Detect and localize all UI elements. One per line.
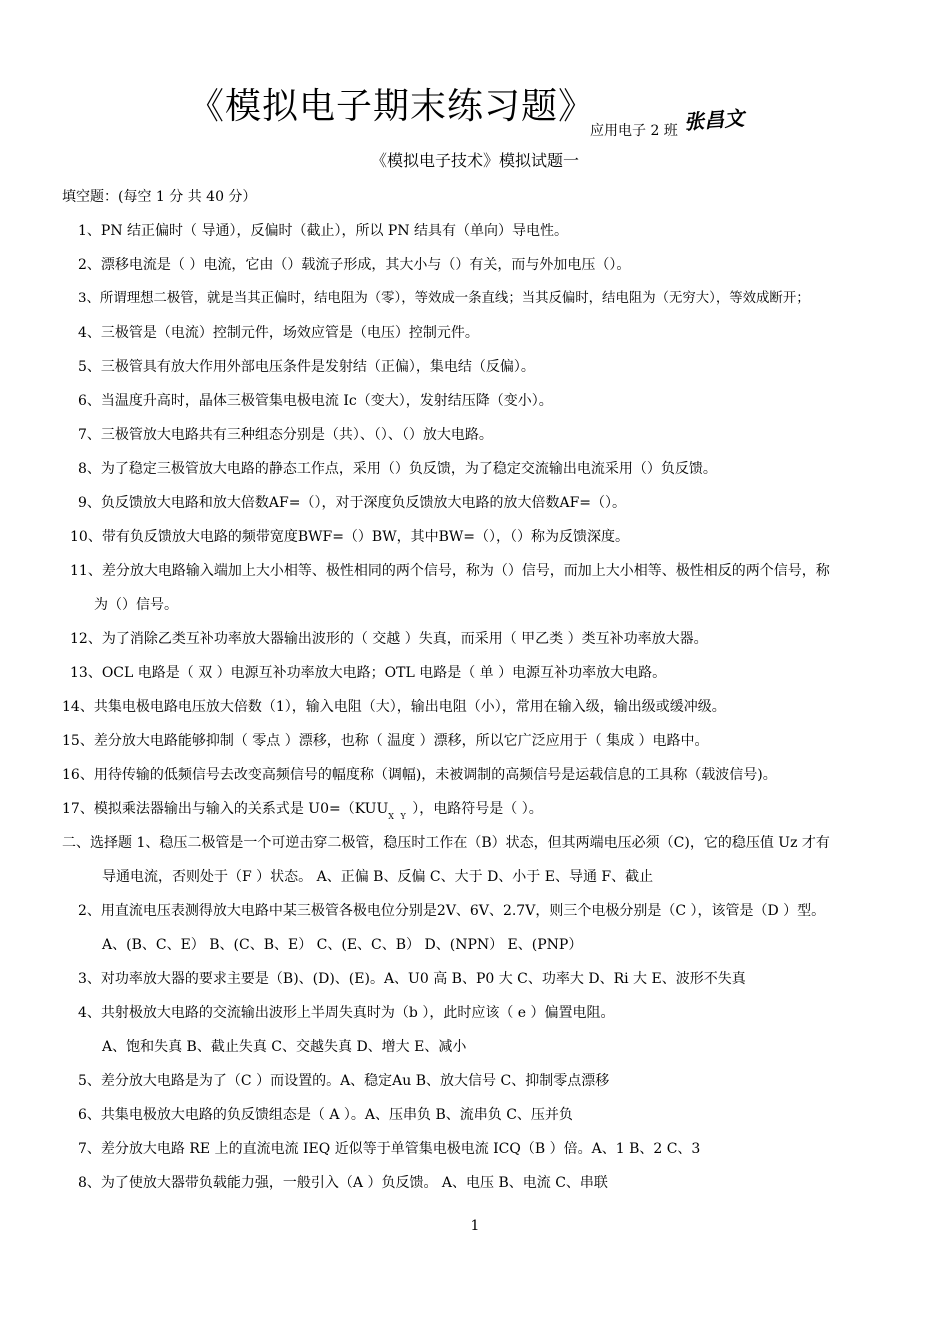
choice-item: 2、用直流电压表测得放大电路中某三极管各极电位分别是2V、6V、2.7V，则三个电极分别是（C ），该管是（D ）型。 <box>78 903 826 919</box>
fill-item: 5、三极管具有放大作用外部电压条件是发射结（正偏），集电结（反偏）。 <box>78 359 535 375</box>
choice-item: 3、对功率放大器的要求主要是（B)、(D)、(E)。A、U0 高 B、P0 大 C、功率大 D、Ri 大 E、波形不失真 <box>78 971 746 987</box>
choice-item: 二、选择题 1、稳压二极管是一个可逆击穿二极管，稳压时工作在（B）状态，但其两端电压必须（C)，它的稳压值 Uz 才有 <box>62 835 830 851</box>
fill-item: 13、OCL 电路是（ 双 ）电源互补功率放大电路；OTL 电路是（ 单 ）电源互补功率放大电路。 <box>70 665 667 681</box>
exam-subtitle: 《模拟电子技术》模拟试题一 <box>370 151 579 170</box>
fill-item: 12、为了消除乙类互补功率放大器输出波形的（ 交越 ）失真，而采用（ 甲乙类 ）类互补功率放大器。 <box>70 631 708 647</box>
choice-item-continuation: 导通电流，否则处于（F ）状态。 A、正偏 B、反偏 C、大于 D、小于 E、导通 F、截止 <box>102 869 654 885</box>
fill-item: 7、三极管放大电路共有三种组态分别是（共）、（）、（）放大电路。 <box>78 427 493 443</box>
choice-item: 5、差分放大电路是为了（C ）而设置的。A、稳定Au B、放大信号 C、抑制零点漂移 <box>78 1073 610 1089</box>
fill-item: 1、PN 结正偏时（ 导通），反偏时（截止），所以 PN 结具有（单向）导电性。 <box>78 223 569 239</box>
choice-options: A、饱和失真 B、截止失真 C、交越失真 D、增大 E、减小 <box>102 1039 467 1055</box>
fill-item: 6、当温度升高时，晶体三极管集电极电流 Ic（变大），发射结压降（变小）。 <box>78 393 553 409</box>
document-title: 《模拟电子期末练习题》 <box>188 86 596 127</box>
fill-item: 16、用待传输的低频信号去改变高频信号的幅度称（调幅)，未被调制的高频信号是运载信息的工具称（载波信号)。 <box>62 767 777 783</box>
fill-item-17 <box>62 799 543 827</box>
formula-tail: ），电路符号是（ ）。 <box>407 801 543 817</box>
fill-item: 11、差分放大电路输入端加上大小相等、极性相同的两个信号，称为（）信号，而加上大小相等、极性相反的两个信号，称 <box>70 563 830 579</box>
fill-item: 9、负反馈放大电路和放大倍数AF=（），对于深度负反馈放大电路的放大倍数AF=（）。 <box>78 495 627 511</box>
choice-item: 8、为了使放大器带负载能力强，一般引入（A ）负反馈。 A、电压 B、电流 C、串联 <box>78 1175 608 1191</box>
handwritten-signature: 张昌文 <box>683 105 745 135</box>
fill-item: 4、三极管是（电流）控制元件，场效应管是（电压）控制元件。 <box>78 325 479 341</box>
formula-text: 17、模拟乘法器输出与输入的关系式是 U0=（KU <box>62 801 377 817</box>
choice-options: A、(B、C、E） B、(C、B、E） C、(E、C、B） D、(NPN） E、(PNP） <box>102 937 583 953</box>
fill-item: 3、所谓理想二极管，就是当其正偏时，结电阻为（零），等效成一条直线；当其反偏时，结电阻为（无穷大），等效成断开； <box>78 291 810 306</box>
formula-subscript: X Y <box>388 812 408 821</box>
fill-item: 8、为了稳定三极管放大电路的静态工作点，采用（）负反馈，为了稳定交流输出电流采用（）负反馈。 <box>78 461 717 477</box>
class-label: 应用电子 2 班 <box>590 123 678 139</box>
fill-section-heading: 填空题：(每空 1 分 共 40 分） <box>62 189 257 205</box>
choice-item: 6、共集电极放大电路的负反馈组态是（ A ）。A、压串负 B、流串负 C、压并负 <box>78 1107 573 1123</box>
page-number: 1 <box>470 1218 480 1234</box>
fill-item: 10、带有负反馈放大电路的频带宽度BWF=（）BW，其中BW=（），（）称为反馈深度。 <box>70 529 630 545</box>
formula-u: U <box>376 801 389 817</box>
fill-item: 15、差分放大电路能够抑制（ 零点 ）漂移，也称（ 温度 ）漂移，所以它广泛应用于（ 集成 ）电路中。 <box>62 733 709 749</box>
fill-item: 2、漂移电流是（ ）电流，它由（）载流子形成，其大小与（）有关，而与外加电压（）。 <box>78 257 631 273</box>
choice-item: 4、共射极放大电路的交流输出波形上半周失真时为（b ），此时应该（ e ）偏置电阻。 <box>78 1005 615 1021</box>
title-row <box>188 78 828 138</box>
fill-item: 14、共集电极电路电压放大倍数（1），输入电阻（大），输出电阻（小），常用在输入级，输出级或缓冲级。 <box>62 699 726 715</box>
fill-item-continuation: 为（）信号。 <box>94 597 178 613</box>
choice-item: 7、差分放大电路 RE 上的直流电流 IEQ 近似等于单管集电极电流 ICQ（B ）倍。A、1 B、2 C、3 <box>78 1141 701 1157</box>
